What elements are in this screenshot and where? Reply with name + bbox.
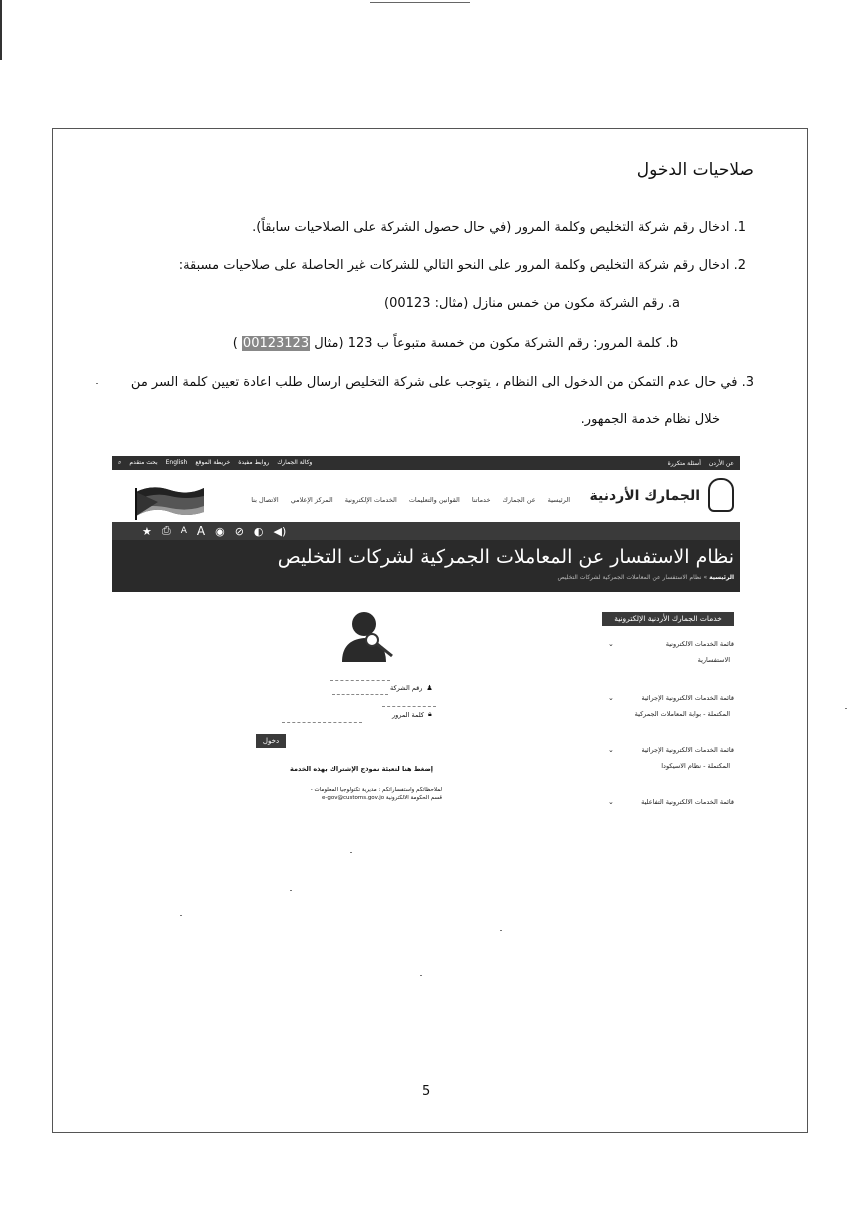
star-icon[interactable]: ★ xyxy=(142,524,152,538)
font-small-icon[interactable]: A xyxy=(180,526,187,536)
topbar-link[interactable]: روابط مفيدة xyxy=(238,459,270,466)
visibility-icon[interactable]: ⊘ xyxy=(234,524,244,538)
sidebar-title: خدمات الجمارك الأردنية الإلكترونية xyxy=(602,612,734,626)
list-item-text: خلال نظام خدمة الجمهور. xyxy=(580,412,720,427)
list-item-number: a. xyxy=(667,296,680,311)
nav-item[interactable]: المركز الإعلامي xyxy=(290,496,333,504)
breadcrumb: الرئيسية » نظام الاستفسار عن المعاملات الجمركية لشركات التخليص xyxy=(557,574,734,581)
chevron-down-icon[interactable]: ⌄ xyxy=(608,746,614,754)
main-nav xyxy=(251,496,570,504)
list-item-1 xyxy=(252,220,746,235)
page-banner xyxy=(112,540,740,592)
lock-icon: 🔒︎ xyxy=(427,710,432,718)
user-key-icon xyxy=(334,606,398,662)
sidebar-item-sub[interactable]: الاستفسارية xyxy=(697,656,730,664)
register-link[interactable]: إضغط هنا لتعبئة نموذج الإشتراك بهذه الخدمة xyxy=(290,765,433,773)
scan-speck xyxy=(290,890,292,891)
contrast-icon[interactable]: ◐ xyxy=(253,524,264,538)
site-logo-text[interactable]: الجمارك الأردنية xyxy=(589,488,700,504)
customs-site-screenshot xyxy=(112,456,740,836)
sidebar-item-title: قائمة الخدمات الالكترونية xyxy=(665,640,734,648)
company-field-row xyxy=(390,684,433,692)
topbar-link[interactable]: وكالة الجمارك xyxy=(277,459,313,466)
company-field-top xyxy=(330,680,390,681)
sidebar-item[interactable] xyxy=(602,746,734,770)
chevron-down-icon[interactable]: ⌄ xyxy=(608,640,614,648)
font-large-icon[interactable]: A xyxy=(196,524,206,538)
list-item-text-end: ) xyxy=(232,336,242,351)
list-item-text: ادخال رقم شركة التخليص وكلمة المرور (في حال حصول الشركة على الصلاحيات سابقاً). xyxy=(252,220,730,235)
sidebar-item-sub[interactable]: المكتملة - نظام الاسيكودا xyxy=(661,762,730,770)
list-item-3-continued xyxy=(581,412,720,427)
search-icon[interactable]: ⌕ xyxy=(118,459,122,466)
password-field-row xyxy=(392,710,432,719)
eye-icon[interactable]: ◉ xyxy=(215,524,225,538)
password-field-top xyxy=(382,706,436,707)
list-item-text: ادخال رقم شركة التخليص وكلمة المرور على النحو التالي للشركات غير الحاصلة على صلاحيات مسبقة: xyxy=(178,258,730,273)
left-edge-mark xyxy=(0,0,2,60)
top-edge-line xyxy=(370,2,470,3)
login-button[interactable]: دخول xyxy=(256,734,286,748)
list-item-3 xyxy=(131,375,754,390)
user-icon: ♟ xyxy=(426,684,433,692)
breadcrumb-home[interactable]: الرئيسية xyxy=(709,574,734,581)
highlighted-password-example: 00123123 xyxy=(242,336,310,351)
company-label: رقم الشركة xyxy=(390,684,423,692)
sidebar-item-title: قائمة الخدمات الالكترونية الإجرائية xyxy=(641,746,734,754)
topbar-link[interactable]: أسئلة متكررة xyxy=(667,459,701,467)
sound-icon[interactable]: ◀) xyxy=(273,524,287,538)
list-item-text: كلمة المرور: رقم الشركة مكون من خمسة متبوعاً ب 123 (مثال xyxy=(310,336,662,351)
section-heading: صلاحيات الدخول xyxy=(636,160,754,180)
emblem-icon xyxy=(708,478,734,512)
topbar-link[interactable]: بحث متقدم xyxy=(129,459,158,466)
sidebar-item-title: قائمة الخدمات الالكترونية التفاعلية xyxy=(641,798,734,806)
scan-speck xyxy=(96,383,98,384)
nav-item[interactable]: الرئيسية xyxy=(547,496,570,504)
topbar-link[interactable]: English xyxy=(165,459,188,466)
scan-speck xyxy=(420,975,422,976)
list-item-number: b. xyxy=(665,336,678,351)
sidebar-item-title: قائمة الخدمات الالكترونية الإجرائية xyxy=(641,694,734,702)
chevron-down-icon[interactable]: ⌄ xyxy=(608,798,614,806)
topbar-link[interactable]: خريطة الموقع xyxy=(195,459,231,466)
list-item-a xyxy=(384,296,680,311)
chevron-down-icon[interactable]: ⌄ xyxy=(608,694,614,702)
scan-speck xyxy=(500,930,502,931)
list-item-number: 3. xyxy=(741,375,754,390)
sidebar-item[interactable] xyxy=(602,798,734,806)
topbar-right-links xyxy=(118,459,312,467)
accessibility-toolbar xyxy=(112,522,740,540)
scan-speck xyxy=(180,915,182,916)
flag-icon xyxy=(132,478,208,520)
nav-item[interactable]: الخدمات الإلكترونية xyxy=(344,496,397,504)
scan-speck xyxy=(845,708,847,709)
topbar-link[interactable]: عن الأردن xyxy=(708,459,734,467)
site-header xyxy=(112,470,740,522)
scan-speck xyxy=(350,852,352,853)
breadcrumb-current: نظام الاستفسار عن المعاملات الجمركية لشركات التخليص xyxy=(557,574,702,581)
banner-title: نظام الاستفسار عن المعاملات الجمركية لشركات التخليص xyxy=(277,546,734,568)
company-input[interactable] xyxy=(332,694,388,695)
nav-item[interactable]: الاتصال بنا xyxy=(251,496,279,504)
password-label: كلمة المرور xyxy=(392,710,424,719)
list-item-text: رقم الشركة مكون من خمس منازل (مثال: 00123) xyxy=(384,296,664,311)
sidebar-item[interactable] xyxy=(602,640,734,664)
print-icon[interactable]: ⎙ xyxy=(161,524,171,537)
nav-item[interactable]: عن الجمارك xyxy=(502,496,536,504)
nav-item[interactable]: خدماتنا xyxy=(471,496,491,504)
list-item-text: في حال عدم التمكن من الدخول الى النظام ، يتوجب على شركة التخليص ارسال طلب اعادة تعيين كلمة السر من xyxy=(130,375,738,390)
password-input[interactable] xyxy=(282,722,362,723)
top-utility-bar xyxy=(112,456,740,470)
list-item-2 xyxy=(179,258,746,273)
sidebar-item[interactable] xyxy=(602,694,734,718)
page-number: 5 xyxy=(422,1084,431,1099)
contact-text: لملاحظاتكم واستفساراتكم : مديرية تكنولوجيا المعلومات - قسم الحكومة الالكترونية e-gov@customs.gov.jo xyxy=(310,787,442,801)
list-item-number: 1. xyxy=(733,220,746,235)
nav-item[interactable]: القوانين والتعليمات xyxy=(408,496,460,504)
sidebar-item-sub[interactable]: المكتملة - بوابة المعاملات الجمركية xyxy=(634,710,730,718)
list-item-number: 2. xyxy=(733,258,746,273)
list-item-b xyxy=(233,336,678,351)
